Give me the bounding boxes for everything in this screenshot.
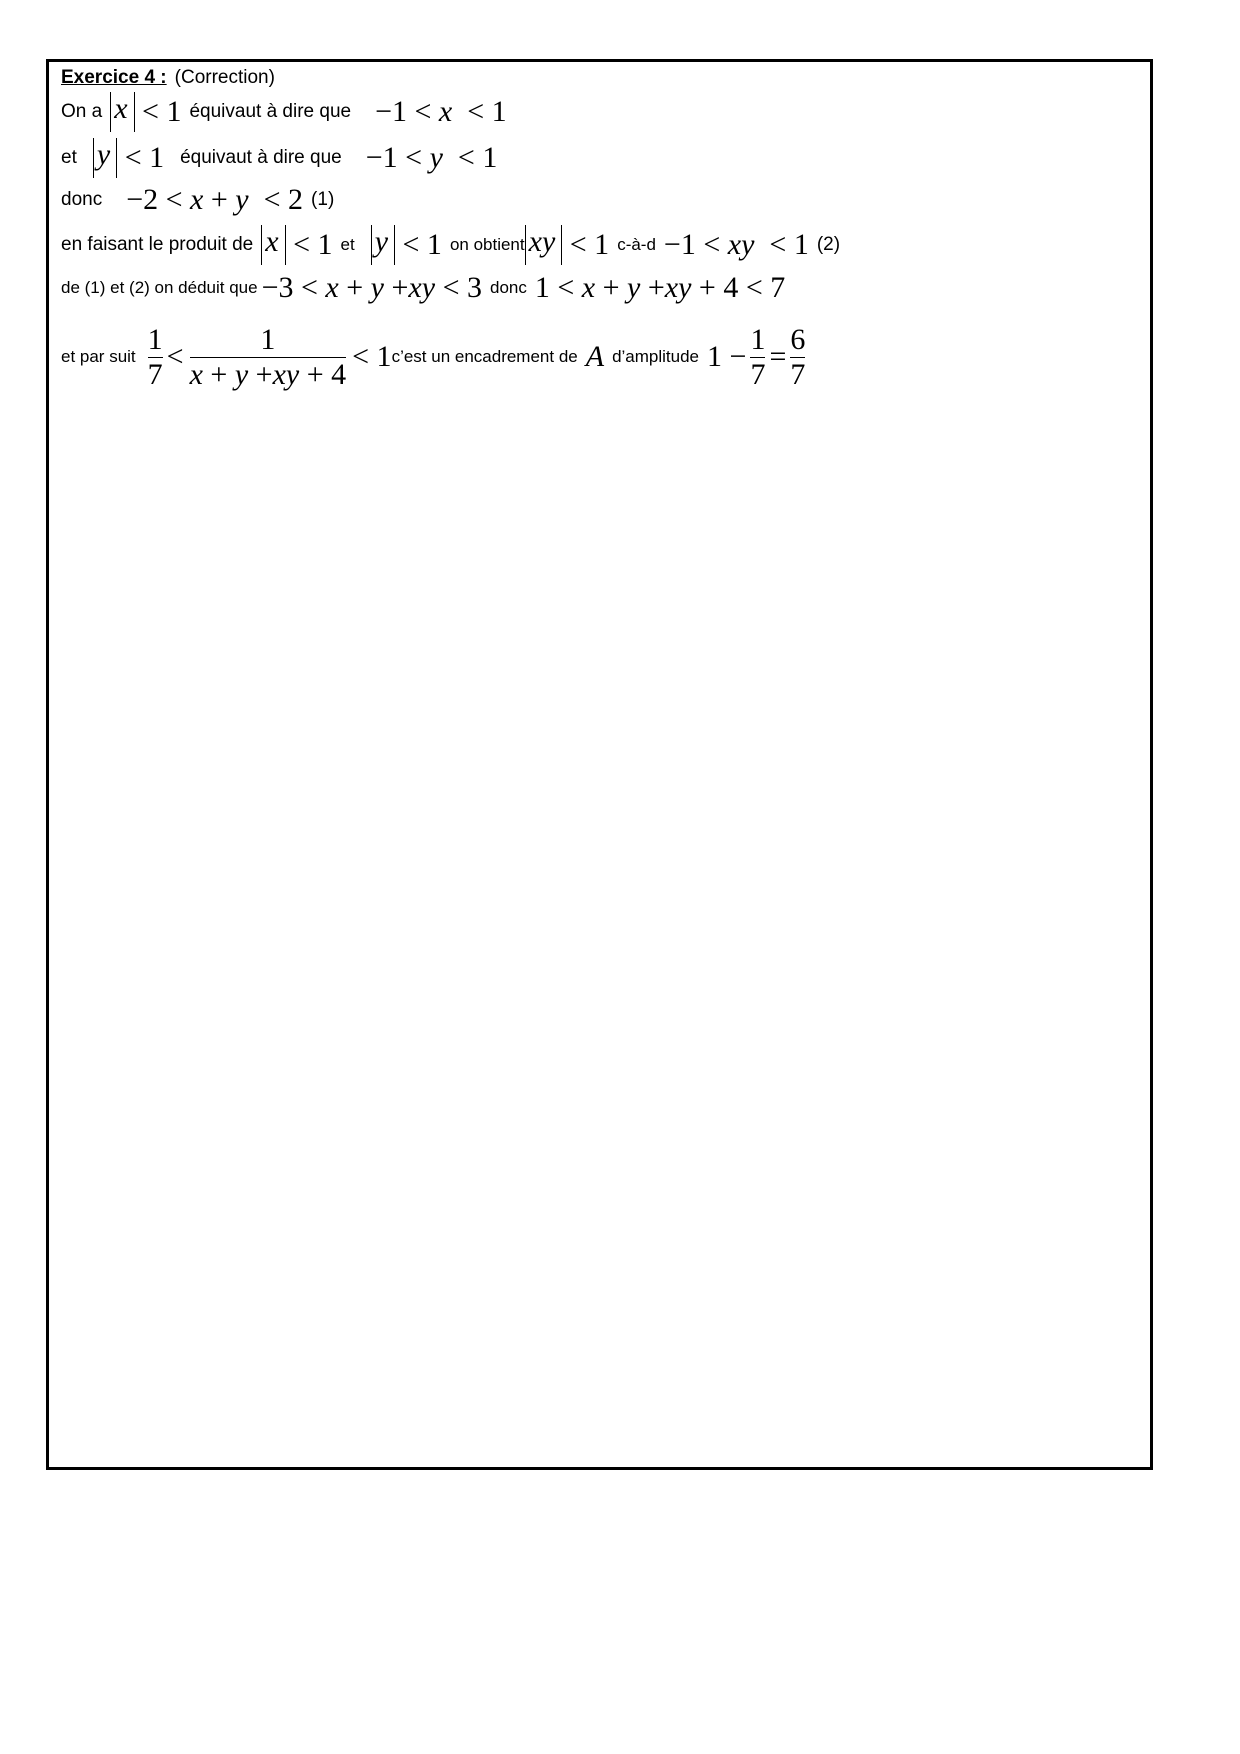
fraction-1-7: $\frac{1}{7}$ [750, 322, 766, 391]
text: en faisant le produit de [61, 234, 254, 255]
math-abs-x: x < 1 [261, 225, 332, 265]
equation-tag: (2) [816, 234, 841, 255]
line-6 [61, 312, 809, 402]
exercise-box [46, 59, 1153, 1470]
variable-A: A [585, 340, 605, 373]
math-abs-x: x < 1 [110, 92, 181, 132]
exercise-subtitle: (Correction) [174, 67, 275, 88]
exercise-heading [61, 64, 275, 92]
math-reciprocal-inequality: $\frac{1}{7}$ < $\frac{1}{x + y +xy + 4}$ < 1 [147, 322, 392, 391]
text: et [61, 147, 77, 168]
line-1 [61, 90, 507, 134]
line-2 [61, 136, 497, 180]
math-abs-y: y < 1 [93, 138, 164, 178]
text: donc [61, 189, 103, 210]
line-3 [61, 180, 334, 220]
text: c-à-d [617, 235, 656, 254]
math-abs-y: y < 1 [371, 225, 442, 265]
fraction-6-7: $\frac{6}{7}$ [790, 322, 806, 391]
text: équivaut à dire que [180, 147, 342, 168]
math-shifted-inequality: 1 < x + y + xy + 4 < 7 [534, 271, 786, 304]
fraction-reciprocal: $\frac{1}{x + y +xy + 4}$ [189, 322, 347, 391]
fraction-1-7: $\frac{1}{7}$ [147, 322, 163, 391]
math-amplitude: 1 − $\frac{1}{7}$ = $\frac{6}{7}$ [707, 322, 806, 391]
text: de (1) et (2) on déduit que [61, 278, 258, 297]
math-inequality: −1 < xy < 1 [663, 228, 809, 261]
text: c’est un encadrement de [391, 347, 578, 366]
text: équivaut à dire que [189, 101, 352, 122]
math-inequality: −1 < x < 1 [375, 95, 507, 128]
text: donc [489, 278, 527, 297]
text: On a [61, 101, 103, 122]
line-4 [61, 222, 840, 268]
equation-tag: (1) [311, 189, 335, 210]
text: et [340, 235, 355, 254]
text: on obtient [449, 235, 525, 254]
math-abs-xy: xy < 1 [525, 225, 610, 265]
text: d’amplitude [612, 347, 700, 366]
math-sum-inequality: −2 < x + y < 2 [126, 183, 304, 216]
math-deduced-inequality: −3 < x + y + xy < 3 [261, 271, 482, 304]
math-inequality: −1 < y < 1 [365, 141, 498, 174]
text: et par suit [61, 347, 136, 366]
line-5 [61, 268, 785, 308]
exercise-title: Exercice 4 : [61, 67, 167, 88]
